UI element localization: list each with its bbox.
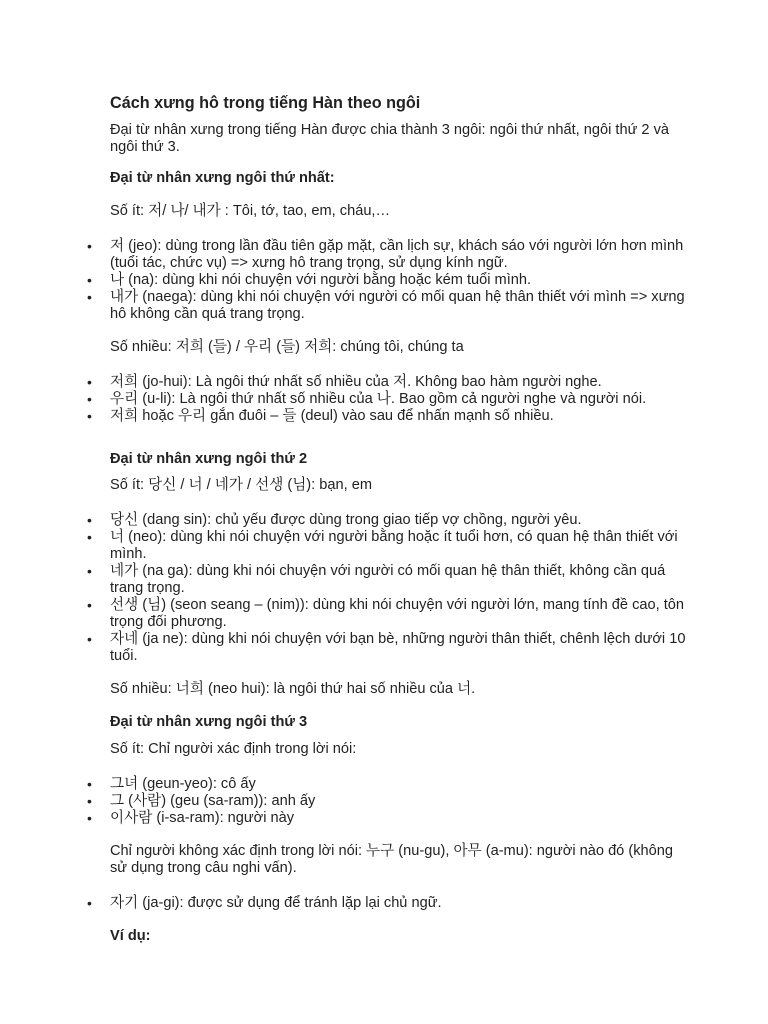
list-item: • 자네 (ja ne): dùng khi nói chuyện với bạn bè, những người thân thiết, chênh lệch dưới 10 tuổi. — [110, 631, 694, 665]
list-item: • 저 (jeo): dùng trong lần đầu tiên gặp mặt, cần lịch sự, khách sáo với người lớn hơn mình (tuổi tác, chức vụ) => xưng hô trang trọng, sử dụng kính ngữ. — [110, 238, 694, 272]
list-item: • 이사람 (i-sa-ram): người này — [110, 810, 694, 827]
page-title: Cách xưng hô trong tiếng Hàn theo ngôi — [110, 94, 421, 112]
third-person-indefinite-line: Chỉ người không xác định trong lời nói: 누구 (nu-gu), 아무 (a-mu): người nào đó (không sử dụng trong câu nghi vấn). — [110, 843, 673, 876]
list-item: • 저희 hoặc 우리 gắn đuôi – 들 (deul) vào sau để nhấn mạnh số nhiều. — [110, 408, 694, 425]
list-item: • 자기 (ja-gi): được sử dụng để tránh lặp lại chủ ngữ. — [110, 895, 694, 912]
second-person-singular-line: Số ít: 당신 / 너 / 네가 / 선생 (님): bạn, em — [110, 477, 373, 493]
first-person-plural-list — [110, 374, 694, 425]
list-item: • 네가 (na ga): dùng khi nói chuyện với người có mối quan hệ thân thiết, không cần quá trang trọng. — [110, 563, 694, 597]
intro-paragraph: Đại từ nhân xưng trong tiếng Hàn được chia thành 3 ngôi: ngôi thứ nhất, ngôi thứ 2 và ngôi thứ 3. — [110, 122, 670, 155]
third-person-heading: Đại từ nhân xưng ngôi thứ 3 — [110, 714, 308, 730]
second-person-singular-list — [110, 512, 694, 665]
list-item: • 그녀 (geun-yeo): cô ấy — [110, 776, 694, 793]
first-person-singular-line: Số ít: 저/ 나/ 내가 : Tôi, tớ, tao, em, cháu,… — [110, 203, 391, 219]
list-item: • 당신 (dang sin): chủ yếu được dùng trong giao tiếp vợ chồng, người yêu. — [110, 512, 694, 529]
example-heading: Ví dụ: — [110, 928, 151, 944]
list-item: • 내가 (naega): dùng khi nói chuyện với người có mối quan hệ thân thiết với mình => xưng hô không cần quá trang trọng. — [110, 289, 694, 323]
third-person-definite-list — [110, 776, 694, 827]
second-person-heading: Đại từ nhân xưng ngôi thứ 2 — [110, 451, 308, 467]
first-person-singular-list — [110, 238, 694, 323]
first-person-plural-line: Số nhiều: 저희 (들) / 우리 (들) 저희: chúng tôi, chúng ta — [110, 339, 464, 355]
list-item: • 너 (neo): dùng khi nói chuyện với người bằng hoặc ít tuổi hơn, có quan hệ thân thiết với mình. — [110, 529, 694, 563]
first-person-heading: Đại từ nhân xưng ngôi thứ nhất: — [110, 170, 335, 186]
list-item: • 우리 (u-li): Là ngôi thứ nhất số nhiều của 나. Bao gồm cả người nghe và người nói. — [110, 391, 694, 408]
second-person-plural-line: Số nhiều: 너희 (neo hui): là ngôi thứ hai số nhiều của 너. — [110, 681, 476, 697]
third-person-singular-line: Số ít: Chỉ người xác định trong lời nói: — [110, 741, 357, 757]
list-item: • 나 (na): dùng khi nói chuyện với người bằng hoặc kém tuổi mình. — [110, 272, 694, 289]
list-item: • 저희 (jo-hui): Là ngôi thứ nhất số nhiều của 저. Không bao hàm người nghe. — [110, 374, 694, 391]
third-person-reflexive-list — [110, 895, 694, 912]
list-item: • 선생 (님) (seon seang – (nim)): dùng khi nói chuyện với người lớn, mang tính đề cao, tôn trọng đối phương. — [110, 597, 694, 631]
list-item: • 그 (사람) (geu (sa-ram)): anh ấy — [110, 793, 694, 810]
